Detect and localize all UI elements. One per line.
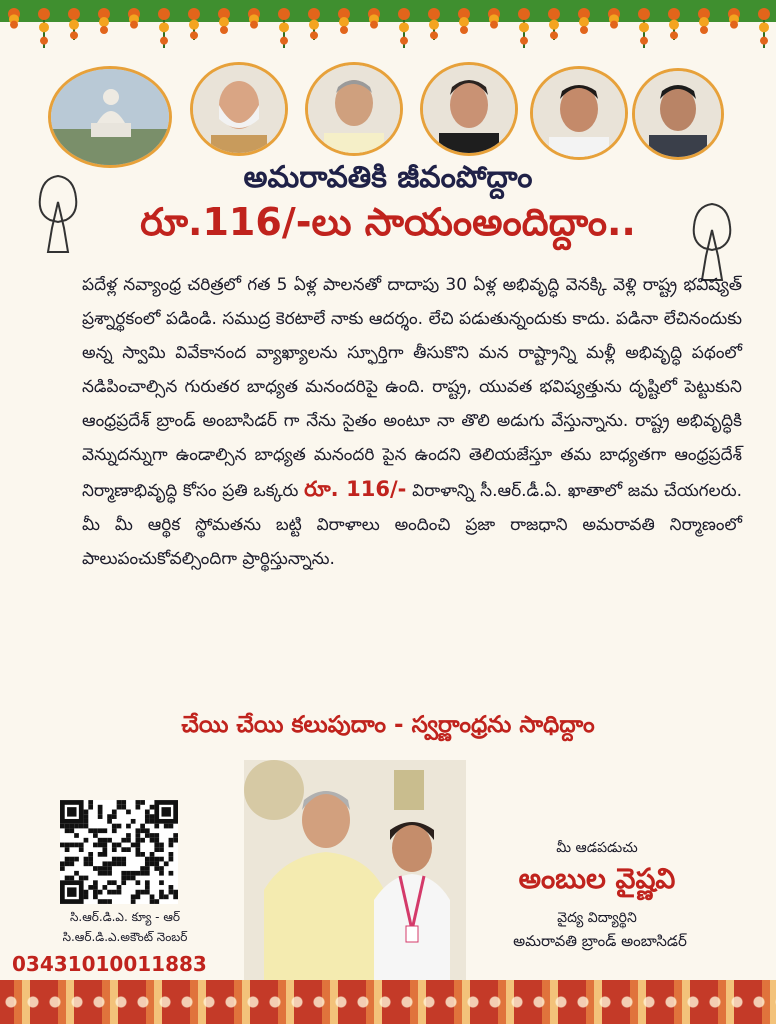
appeal-text-part2: విరాళాన్ని సీ.ఆర్.డీ.ఏ. ఖాతాలో జమ చేయగలరు. మీ మీ ఆర్థిక స్థోమతను బట్టి విరాళాలు అందించి ప్రజా రాజధాని అమరావతి నిర్మాణంలో పాలుపంచుకోవల్సిందిగా ప్రార్థిస్తున్నాను.: [82, 481, 743, 569]
signature-role: వైద్య విద్యార్థిని: [557, 910, 637, 926]
account-number: 03431010011883: [12, 952, 207, 976]
signature-name: అంబుల వైష్ణవి: [518, 862, 676, 895]
decorative-border: [0, 980, 776, 1024]
signature-title: అమరావతి బ్రాండ్ అంబాసిడర్: [513, 932, 687, 950]
ambassador-photo: [244, 760, 466, 982]
qr-code[interactable]: [60, 800, 178, 904]
headline-subtitle: రూ.116/-లు సాయంఅందిద్దాం..: [140, 200, 636, 244]
portrait-3: [420, 62, 518, 156]
portrait-2: [305, 62, 403, 156]
marigold-garland: [0, 0, 776, 62]
buddha-statue-image: [48, 66, 172, 168]
signature-from: మీ ఆడపడుచు: [556, 840, 638, 856]
portrait-row: [0, 62, 776, 172]
portrait-5: [632, 68, 724, 160]
donation-amount: రూ. 116/-: [304, 477, 407, 501]
slogan: చేయి చేయి కలుపుదాం - స్వర్ణాంధ్రను సాధిద్దాం: [181, 712, 595, 738]
portrait-1: [190, 62, 288, 156]
headline-title: అమరావతికి జీవంపోద్దాం: [243, 160, 533, 195]
account-label: సి.ఆర్.డి.ఎ.అకౌంట్ నెంబర్: [62, 930, 188, 944]
appeal-paragraph: [82, 268, 742, 576]
qr-label: సి.ఆర్.డి.ఎ. క్యూ - ఆర్: [69, 910, 181, 924]
appeal-text-part1: పదేళ్ల నవ్యాంధ్ర చరిత్రలో గత 5 ఏళ్ల పాలనతో దాదాపు 30 ఏళ్ల అభివృద్ధి వెనక్కి వెళ్లి రాష్ట్ర భవిష్యత్ ప్రశ్నార్థకంలో పడిండి. సముద్ర కెరటాలే నాకు ఆదర్శం. లేచి పడుతున్నందుకు కాదు. పడినా లేచినందుకు అన్న స్వామి వివేకానంద వ్యాఖ్యాలను స్ఫూర్తిగా తీసుకొని మన రాష్ట్రాన్ని మళ్లీ అభివృద్ధి పథంలో నడిపించాల్సిన గురుతర బాధ్యత మనందరిపై ఉంది. రాష్ట్ర, యువత భవిష్యత్తును దృష్టిలో పెట్టుకుని ఆంధ్రప్రదేశ్ బ్రాండ్ అంబాసిడర్ గా నేను సైతం అంటూ నా తొలి అడుగు వేస్తున్నాను. రాష్ట్ర అభివృద్ధికి వెన్నుదన్నుగా ఉండాల్సిన బాధ్యత మనందరి పైన ఉందని తెలియజేస్తూ తమ బాధ్యతగా ఆంధ్రప్రదేశ్ నిర్మాణాభివృద్ధి కోసం ప్రతి ఒక్కరు: [82, 275, 742, 501]
portrait-4: [530, 66, 628, 160]
